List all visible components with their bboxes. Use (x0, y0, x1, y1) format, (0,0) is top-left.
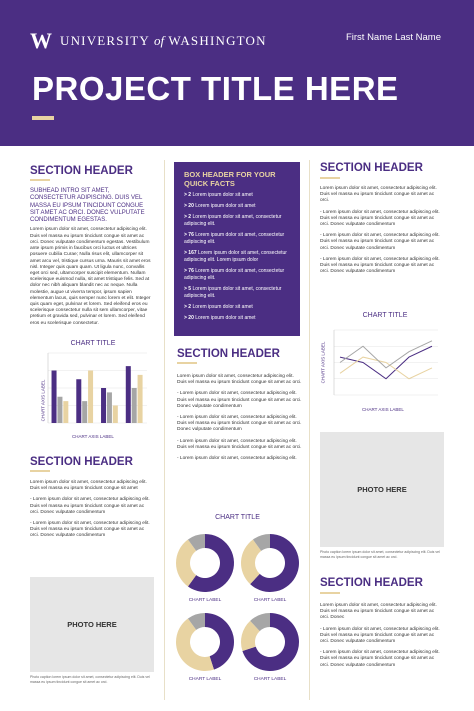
body-paragraph: Lorem ipsum dolor sit amet, consectetur adipiscing elit. Duis vel massa eu ipsum tincidunt congue sit amet ac orci. (320, 186, 437, 204)
bar (113, 406, 118, 424)
quick-fact-item (184, 203, 290, 210)
column-divider (309, 160, 310, 700)
uw-wordmark: UNIVERSITY of WASHINGTON (60, 33, 267, 48)
quick-fact-number: > 2 (184, 304, 192, 310)
section-accent-bar (177, 362, 197, 364)
quick-fact-item (184, 214, 290, 228)
bar (132, 388, 137, 423)
poster-header (0, 0, 474, 146)
bar (52, 371, 57, 424)
quick-fact-number: > 167 (184, 250, 197, 256)
box-header: BOX HEADER FOR YOUR QUICK FACTS (184, 170, 276, 188)
quick-fact-number: > 20 (184, 203, 194, 209)
quick-fact-text: Lorem ipsum dolor sit amet, consectetur adipiscing elit. (184, 214, 282, 227)
donut-label: CHART LABEL (188, 677, 222, 682)
bar (88, 371, 93, 424)
x-axis-label: CHART AXIS LABEL (362, 407, 404, 412)
donut-label: CHART LABEL (253, 677, 287, 682)
bar (76, 379, 81, 423)
photo-placeholder (320, 432, 444, 547)
quick-fact-number: > 20 (184, 315, 194, 321)
quick-fact-text: Lorem ipsum dolor sit amet, consectetur adipiscing elit. (184, 268, 285, 281)
uw-logo (30, 30, 267, 52)
bar (107, 392, 112, 423)
section-accent-bar (30, 179, 50, 181)
quick-facts-box (174, 162, 300, 336)
line-chart (330, 330, 440, 400)
bullet-item: - Lorem ipsum dolor sit amet, consectetur adipiscing elit. Duis vel massa eu ipsum tincidunt congue sit amet ac orci. Donec vulputate condimentum (30, 521, 150, 539)
quick-fact-text: Lorem ipsum dolor sit amet, consectetur adipiscing elit. Lorem ipsum dolor (184, 250, 287, 263)
photo-label: PHOTO HERE (67, 620, 117, 629)
author-name: First Name Last Name (345, 32, 441, 43)
bullet-item: - Lorem ipsum dolor sit amet, consectetur adipiscing elit. Duis vel massa eu ipsum tincidunt congue sit amet ac orci. Donec vulputate condimentum (320, 256, 440, 275)
quick-fact-item (184, 268, 290, 282)
quick-fact-text: Lorem ipsum dolor sit amet, consectetur adipiscing elit. (184, 232, 285, 245)
bullet-item: - Lorem ipsum dolor sit amet, consectetur adipiscing elit. (177, 456, 297, 462)
body-paragraph: Lorem ipsum dolor sit amet, consectetur adipiscing elit. Duis vel massa eu ipsum tincidunt congue sit amet (30, 480, 147, 492)
bar (82, 401, 87, 423)
x-axis-label: CHART AXIS LABEL (72, 434, 114, 439)
section-text (320, 186, 444, 280)
section-header: SECTION HEADER (177, 348, 280, 360)
bullet-item: - Lorem ipsum dolor sit amet, consectetur adipiscing elit. Duis vel massa eu ipsum tincidunt congue sit amet ac orci. Donec vulputate condimentum (320, 209, 440, 228)
quick-fact-text: Lorem ipsum dolor sit amet (192, 304, 253, 310)
bullet-item: - Lorem ipsum dolor sit amet, consectetur adipiscing elit. Duis vel massa eu ipsum tincidunt congue sit amet ac orci. Donec vulputate condimentum (320, 626, 440, 645)
subhead-intro: SUBHEAD INTRO SIT AMET, CONSECTETUR ADIPISCING. DUIS VEL MASSA EU IPSUM TINCIDUNT CONGUE SIT AMET AC ORCI. DONEC VULPUTATE CONDIMENTUM EGESTAS. (30, 188, 145, 224)
section-text (320, 603, 444, 674)
section-accent-bar (320, 177, 340, 179)
y-axis-label: CHART AXIS LABEL (320, 341, 326, 384)
body-paragraph: Lorem ipsum dolor sit amet, consectetur adipiscing elit. Duis vel massa eu ipsum tincidunt congue sit amet ac orci. Donec (320, 603, 437, 621)
section-header: SECTION HEADER (30, 165, 133, 177)
section-accent-bar (30, 470, 50, 472)
quick-facts-list (184, 192, 290, 322)
photo-caption: Photo caption lorem ipsum dolor sit amet, consectetur adipiscing elit. Duis vel massa eu ipsum tincidunt congue sit amet ac orci. (30, 675, 150, 684)
quick-fact-number: > 76 (184, 232, 194, 238)
photo-placeholder (30, 577, 154, 672)
quick-fact-text: Lorem ipsum dolor sit amet, consectetur adipiscing elit. (184, 286, 282, 299)
quick-fact-text: Lorem ipsum dolor sit amet (192, 192, 253, 198)
quick-fact-number: > 5 (184, 286, 192, 292)
bullet-item: - Lorem ipsum dolor sit amet, consectetur adipiscing elit. Duis vel massa eu ipsum tincidunt congue sit amet ac orci. Donec vulputate condimentum (177, 415, 302, 433)
bar (126, 366, 131, 423)
donut-label: CHART LABEL (253, 598, 287, 603)
y-axis-label: CHART AXIS LABEL (40, 379, 46, 422)
bar (57, 397, 62, 423)
section-accent-bar (320, 592, 340, 594)
section-header: SECTION HEADER (320, 577, 423, 589)
bar (138, 375, 143, 423)
bullet-item: - Lorem ipsum dolor sit amet, consectetur adipiscing elit. Duis vel massa eu ipsum tincidunt congue sit amet ac orci. (177, 438, 302, 450)
section-text (30, 480, 152, 545)
bullet-item: - Lorem ipsum dolor sit amet, consectetur adipiscing elit. Duis vel massa eu ipsum tincidunt congue sit amet ac orci. Donec vulputate condimentum (320, 650, 440, 668)
quick-fact-number: > 76 (184, 268, 194, 274)
chart-title: CHART TITLE (362, 312, 408, 319)
bullet-item: - Lorem ipsum dolor sit amet, consectetur adipiscing elit. Duis vel massa eu ipsum tincidunt congue sit amet ac orci. Donec vulputate condimentum (177, 391, 302, 409)
section-header: SECTION HEADER (320, 162, 423, 174)
bar (101, 388, 106, 423)
bar-chart (42, 353, 152, 428)
quick-fact-number: > 2 (184, 192, 192, 198)
bullet-item: - Lorem ipsum dolor sit amet, consectetur adipiscing elit. Duis vel massa eu ipsum tincidunt congue sit amet ac orci. Donec vulputate condimentum (320, 233, 440, 251)
section-header: SECTION HEADER (30, 456, 133, 468)
title-accent-bar (32, 116, 54, 120)
quick-fact-text: Lorem ipsum dolor sit amet (195, 203, 256, 209)
page-title: PROJECT TITLE HERE (32, 70, 399, 107)
section-text (177, 374, 303, 467)
bullet-item: - Lorem ipsum dolor sit amet, consectetur adipiscing elit. Duis vel massa eu ipsum tincidunt congue sit amet ac orci. Donec vulputate condimentum (30, 497, 150, 515)
quick-fact-item (184, 232, 290, 246)
photo-caption: Photo caption lorem ipsum dolor sit amet, consectetur adipiscing elit. Duis vel massa eu ipsum tincidunt congue sit amet ac orci. (320, 550, 440, 559)
bar (63, 401, 68, 423)
quick-fact-item (184, 192, 290, 199)
photo-label: PHOTO HERE (357, 485, 407, 494)
quick-fact-text: Lorem ipsum dolor sit amet (195, 315, 256, 321)
chart-title: CHART TITLE (70, 340, 116, 347)
column-divider (164, 160, 165, 700)
chart-title: CHART TITLE (215, 514, 260, 521)
uw-w-icon: W (30, 28, 52, 53)
quick-fact-number: > 2 (184, 214, 192, 220)
quick-fact-item (184, 286, 290, 300)
donut-label: CHART LABEL (188, 598, 222, 603)
donut-charts (172, 530, 302, 680)
quick-fact-item (184, 304, 290, 311)
quick-fact-item (184, 315, 290, 322)
body-paragraph: Lorem ipsum dolor sit amet, consectetur adipiscing elit. Duis vel massa eu ipsum tincidunt congue sit amet ac orci. (177, 374, 302, 386)
body-paragraph: Lorem ipsum dolor sit amet, consectetur adipiscing elit. Duis vel massa eu ipsum tincidunt congue sit amet ac orci. Donec vulputate condimentum egestas. Vestibulum ante ipsum primis in faucibus orci luctus et ultrices posuere cubilia Curae; Nulla risus elit, ullamcorper sit amet arcu vel, tristique cursus urna. Mauris sit amet eros nisl. Integer quis quam quam. Ut ligula nunc, convallis eget orci sed, ultamcorper suscipit elementum. Nullam scelerisque euismod nulla, sit amet tristique felis. Sed at dolor nec nibh aliquam blandit nec ac neque. Nulla molestie, augue ut viverra tempor, ipsum sapien elementum lacus, quis semper nunc lorem et elit. Integer quis quam eget, pulvinar et lorem. Sed eleifend eros eu scelerisque consectetur nulla sit sem ullamcorper, vitae pretium et gravida sed, pulvinar et lorem. Sed eleifend eros eu scelerisque consectetur. (30, 227, 151, 326)
section-text (30, 188, 152, 327)
quick-fact-item (184, 250, 290, 264)
